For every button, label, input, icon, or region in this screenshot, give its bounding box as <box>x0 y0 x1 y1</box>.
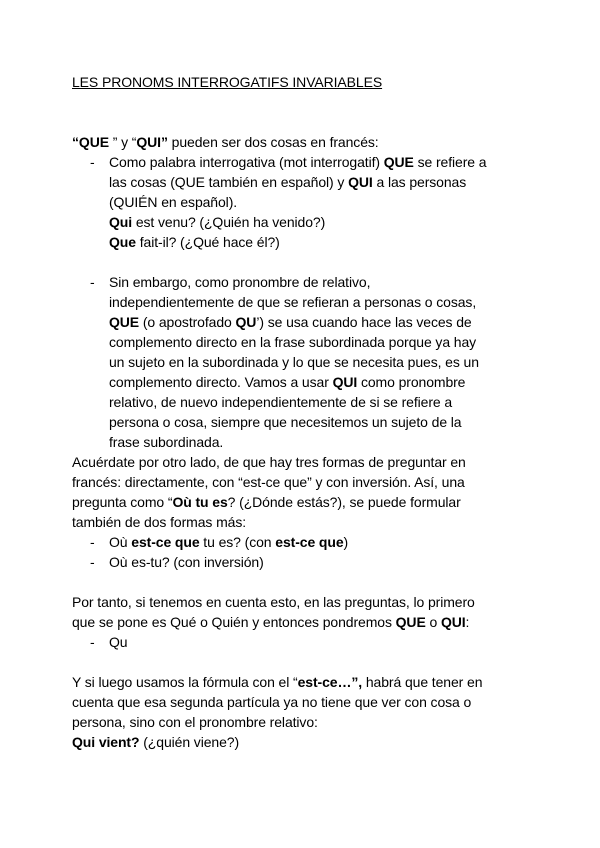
para2-line3: pregunta como “Où tu es? (¿Dónde estás?), se puede formular <box>72 494 461 510</box>
bullet2-line3: QUE (o apostrofado QU’) se usa cuando hace las veces de <box>109 314 472 330</box>
text: ” y “ <box>108 134 137 150</box>
list2-item1: Où est-ce que tu es? (con est-ce que) <box>109 534 349 550</box>
example-que: Que fait-il? (¿Qué hace él?) <box>109 234 280 250</box>
bullet-dash: - <box>90 154 95 170</box>
document-title: LES PRONOMS INTERROGATIFS INVARIABLES <box>72 74 383 90</box>
bullet1-line2: las cosas (QUE también en español) y QUI a las personas <box>109 174 467 190</box>
list2-item2: Où es-tu? (con inversión) <box>109 554 264 570</box>
bullet2-line5: un sujeto en la subordinada y lo que se necesita pues, es un <box>109 354 479 370</box>
text: pueden ser dos cosas en francés: <box>167 134 379 150</box>
para4-line4: Qui vient? (¿quién viene?) <box>72 734 240 750</box>
bold-qui: QUI” <box>136 134 168 150</box>
bullet2-line7: relativo, de nuevo independientemente de si se refiere a <box>109 394 453 410</box>
para2-line2: francés: directamente, con “est-ce que” y con inversión. Así, una <box>72 474 465 490</box>
bullet2-line2: independientemente de que se refieran a personas o cosas, <box>109 294 477 310</box>
para2-line1: Acuérdate por otro lado, de que hay tres formas de preguntar en <box>72 454 466 470</box>
bullet-dash: - <box>90 634 95 650</box>
bullet-dash: - <box>90 274 95 290</box>
para3-line2: que se pone es Qué o Quién y entonces pondremos QUE o QUI: <box>72 614 470 630</box>
bullet1-line3: (QUIÉN en español). <box>109 194 238 210</box>
bullet1-line1: Como palabra interrogativa (mot interrogatif) QUE se refiere a <box>109 154 487 170</box>
bold-que: “QUE <box>72 134 109 150</box>
para4-line2: cuenta que esa segunda partícula ya no tiene que ver con cosa o <box>72 694 472 710</box>
example-qui: Qui est venu? (¿Quién ha venido?) <box>109 214 326 230</box>
bullet2-line1: Sin embargo, como pronombre de relativo, <box>109 274 371 290</box>
intro-line <box>72 134 379 151</box>
bullet-dash: - <box>90 554 95 570</box>
para4-line1: Y si luego usamos la fórmula con el “est-ce…”, habrá que tener en <box>72 674 483 690</box>
para2-line4: también de dos formas más: <box>72 514 247 530</box>
bullet-dash: - <box>90 534 95 550</box>
bullet2-line6: complemento directo. Vamos a usar QUI como pronombre <box>109 374 466 390</box>
para3-item: Qu <box>109 634 128 650</box>
para3-line1: Por tanto, si tenemos en cuenta esto, en las preguntas, lo primero <box>72 594 475 610</box>
bullet2-line9: frase subordinada. <box>109 434 224 450</box>
bullet2-line8: persona o cosa, siempre que necesitemos un sujeto de la <box>109 414 462 430</box>
para4-line3: persona, sino con el pronombre relativo: <box>72 714 318 730</box>
bullet2-line4: complemento directo en la frase subordinada porque ya hay <box>109 334 477 350</box>
